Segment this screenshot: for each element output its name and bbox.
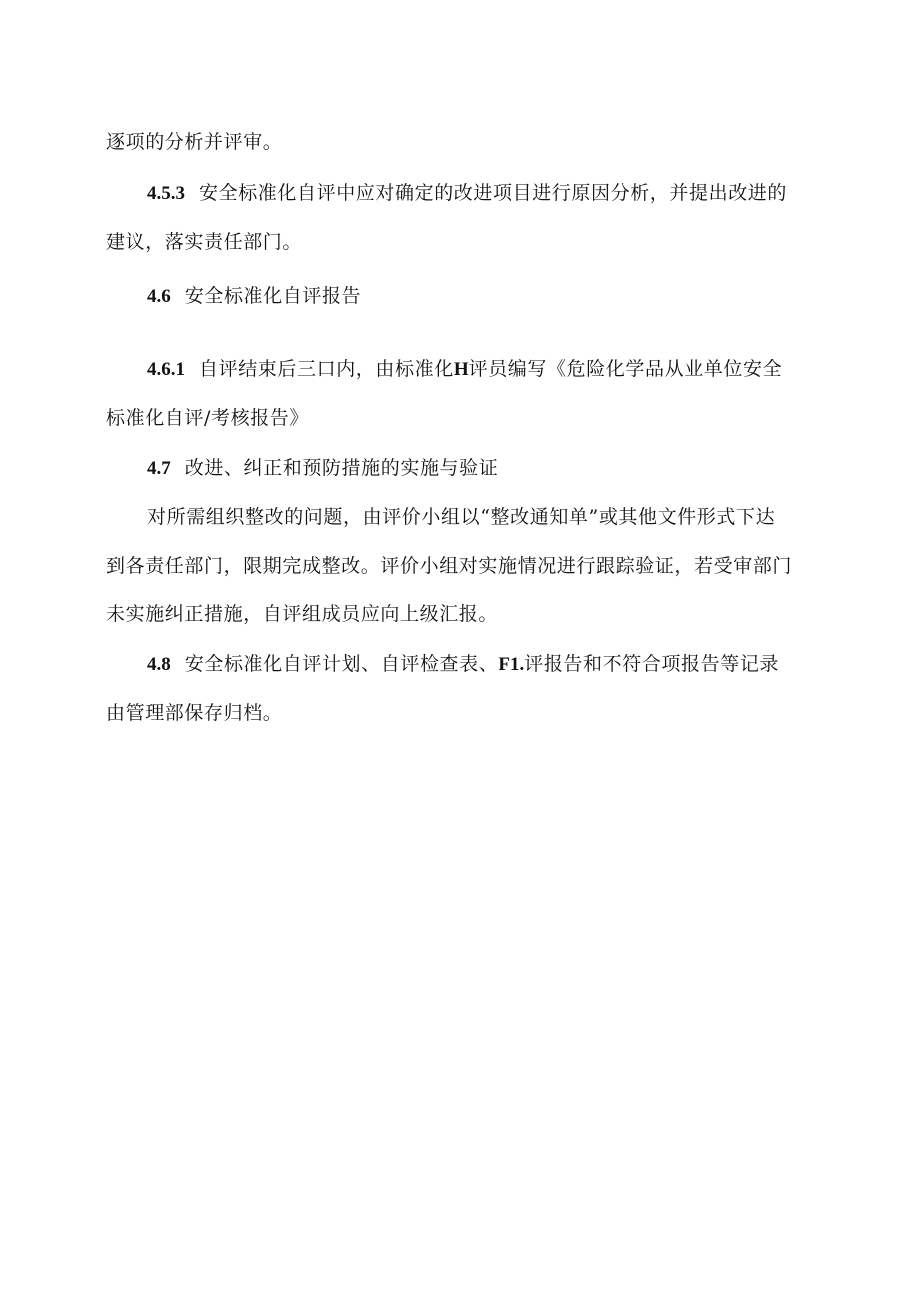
heading-title: 安全标准化自评报告 (184, 285, 362, 307)
paragraph-4-7-line-1 (147, 504, 775, 530)
heading-title: 改进、纠正和预防措施的实施与验证 (184, 457, 499, 479)
text: 安全标准化自评计划、自评检查表、 (184, 653, 499, 675)
text: 建议，落实责任部门。 (106, 231, 303, 253)
text: 由管理部保存归档。 (106, 702, 283, 724)
text: 未实施纠正措施，自评组成员应向上级汇报。 (106, 603, 499, 625)
paragraph-4-5-3-line-2 (106, 229, 302, 255)
text-bold: F1. (498, 654, 525, 675)
section-number: 4.8 (147, 654, 171, 675)
paragraph-4-8-line-1 (147, 651, 779, 678)
paragraph-4-5-3-line-1 (147, 180, 787, 207)
section-number: 4.5.3 (147, 183, 185, 204)
paragraph-4-8-line-2 (106, 700, 282, 726)
heading-4-6 (147, 283, 361, 310)
section-number: 4.6.1 (147, 359, 185, 380)
text: 标准化自评/考核报告》 (106, 407, 310, 429)
text-bold: H (453, 359, 469, 380)
text: 安全标准化自评中应对确定的改进项目进行原因分析，并提出改进的 (199, 182, 788, 204)
text: 对所需组织整改的问题，由评价小组以“整改通知单”或其他文件形式下达 (147, 506, 776, 528)
text: 评员编写《危险化学品从业单位安全 (468, 358, 783, 380)
paragraph-4-6-1-line-2 (106, 405, 309, 431)
heading-4-7 (147, 455, 498, 482)
section-number: 4.6 (147, 286, 171, 307)
text: 逐项的分析并评审。 (106, 131, 283, 153)
paragraph-4-7-line-2 (106, 553, 792, 579)
paragraph-4-7-line-3 (106, 601, 498, 627)
text: 评报告和不符合项报告等记录 (524, 653, 780, 675)
text: 到各责任部门，限期完成整改。评价小组对实施情况进行跟踪验证，若受审部门 (106, 555, 793, 577)
paragraph-4-6-1-line-1 (147, 356, 782, 383)
text: 自评结束后三口内，由标准化 (199, 358, 454, 380)
section-number: 4.7 (147, 458, 171, 479)
paragraph-4-5-2-tail (106, 129, 282, 155)
